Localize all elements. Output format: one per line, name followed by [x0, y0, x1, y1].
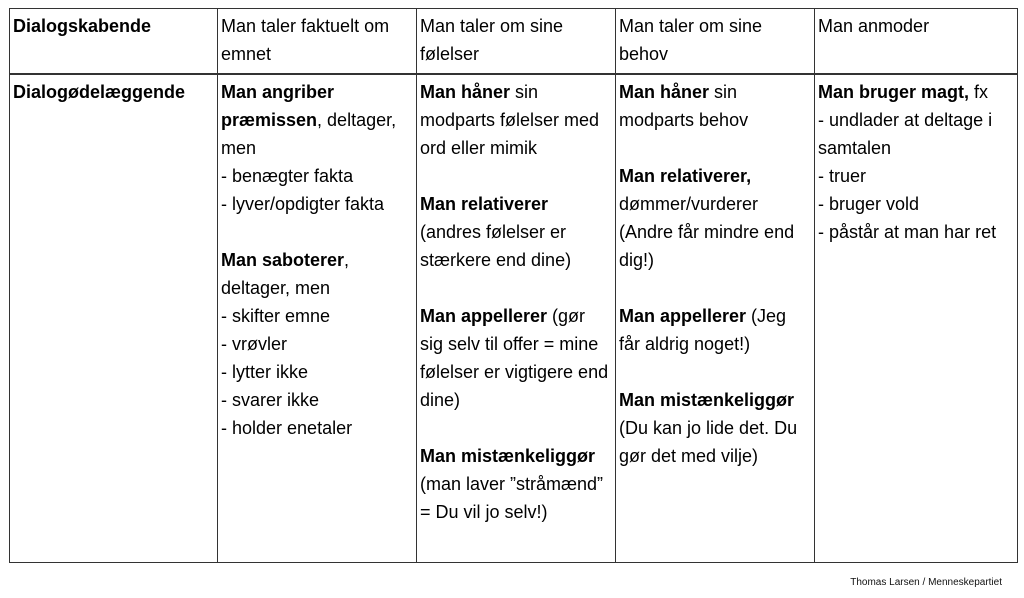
cell-faktuelt: Man taler faktuelt om emnet	[218, 9, 417, 75]
appellerer-text	[420, 306, 608, 410]
list-item: - lyver/opdigter fakta	[221, 194, 385, 214]
appellerer-behov-text	[619, 306, 786, 354]
mistaenkeliggoer-rest: (man laver ”stråmænd” = Du vil jo selv!)	[420, 474, 604, 522]
row-dialogoedelaeggende	[10, 74, 1018, 563]
appellerer-behov-rest: (Jeg får aldrig noget!)	[619, 306, 787, 354]
row-label-dialogskabende: Dialogskabende	[10, 9, 218, 75]
mistaenkeliggoer-behov-rest: (Du kan jo lide det. Du gør det med vilje)	[619, 418, 798, 466]
list-item: - benægter fakta	[221, 166, 354, 186]
relativerer-behov-text	[619, 166, 794, 270]
magt-bold: Man bruger magt,	[818, 82, 970, 102]
cell-col3-destructive	[616, 74, 815, 563]
list-item: - svarer ikke	[221, 390, 320, 410]
list-item: - undlader at deltage i samtalen	[818, 110, 993, 158]
saboterer-text	[221, 250, 349, 298]
cell-col1-destructive	[218, 74, 417, 563]
appellerer-rest: (gør sig selv til offer = mine følelser er vigtigere end dine)	[420, 306, 609, 410]
mistaenkeliggoer-behov-bold: Man mistænkeliggør	[619, 390, 795, 410]
row-dialogskabende	[10, 9, 1018, 75]
cell-col2-destructive	[417, 74, 616, 563]
cell-anmoder: Man anmoder	[815, 9, 1018, 75]
credit-text: Thomas Larsen / Menneskepartiet	[850, 577, 1002, 588]
relativerer-bold: Man relativerer	[420, 194, 549, 214]
appellerer-behov-bold: Man appellerer	[619, 306, 747, 326]
angriber-text	[221, 82, 396, 158]
angriber-rest: , deltager, men	[221, 110, 397, 158]
magt-text	[818, 82, 988, 102]
row-label-dialogoedelaeggende: Dialogødelæggende	[10, 74, 218, 563]
list-item: - påstår at man har ret	[818, 222, 997, 242]
relativerer-behov-rest: dømmer/vurderer (Andre får mindre end dig!)	[619, 194, 795, 270]
list-item: - vrøvler	[221, 334, 287, 354]
magt-rest: fx	[969, 82, 989, 102]
haaner-rest: sin modparts følelser med ord eller mimik	[420, 82, 600, 158]
list-item: - bruger vold	[818, 194, 920, 214]
cell-col4-destructive	[815, 74, 1018, 563]
list-item: - skifter emne	[221, 306, 331, 326]
saboterer-rest: , deltager, men	[221, 250, 350, 298]
haaner-behov-rest: sin modparts behov	[619, 82, 749, 130]
list-item: - truer	[818, 166, 867, 186]
cell-behov: Man taler om sine behov	[616, 9, 815, 75]
dialog-table	[9, 8, 1018, 563]
haaner-behov-bold: Man håner	[619, 82, 710, 102]
haaner-bold: Man håner	[420, 82, 511, 102]
mistaenkeliggoer-bold: Man mistænkeliggør	[420, 446, 596, 466]
haaner-behov-text	[619, 82, 748, 130]
cell-foelelser: Man taler om sine følelser	[417, 9, 616, 75]
list-item: - holder enetaler	[221, 418, 353, 438]
relativerer-behov-bold: Man relativerer,	[619, 166, 752, 186]
list-item: - lytter ikke	[221, 362, 309, 382]
relativerer-rest: (andres følelser er stærkere end dine)	[420, 222, 572, 270]
haaner-text	[420, 82, 599, 158]
saboterer-bold: Man saboterer	[221, 250, 345, 270]
appellerer-bold: Man appellerer	[420, 306, 548, 326]
angriber-bold: Man angriber præmissen	[221, 82, 335, 130]
